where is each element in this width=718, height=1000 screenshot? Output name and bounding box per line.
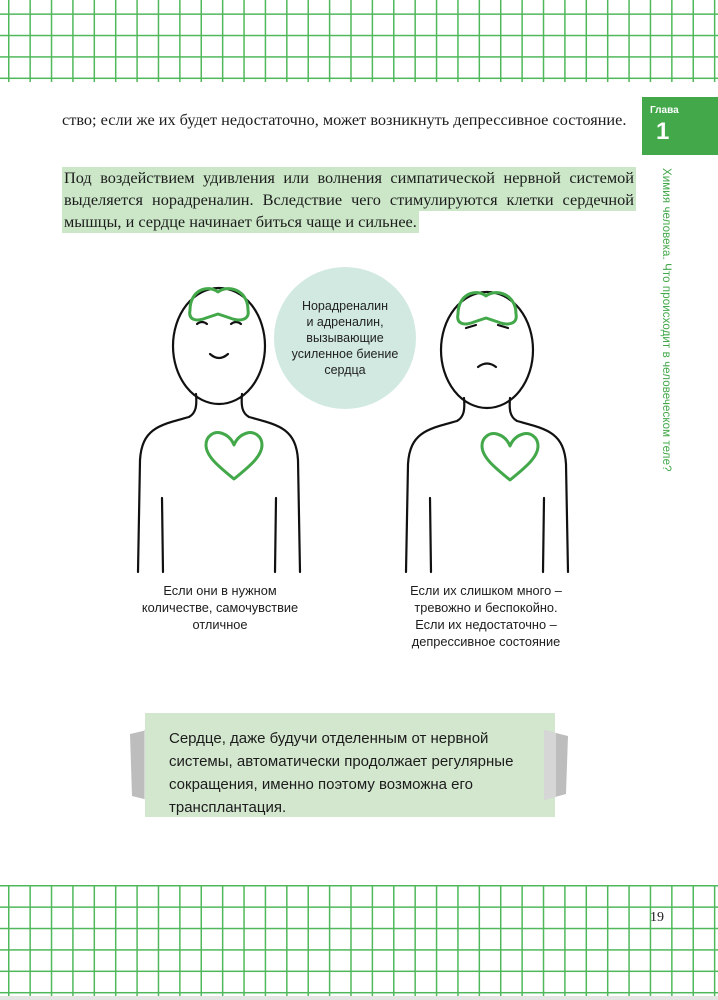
note-text: Сердце, даже будучи отделенным от нервной системы, автоматически продолжает регулярные сокращения, именно поэтому возможна его трансплантация.	[169, 730, 514, 816]
highlighted-text: Под воздействием удивления или волнения симпатической нервной системой выделяется норадреналин. Вследствие чего стимулируются клетки сердечной мышцы, и сердце начинает биться чаще и сильнее.	[64, 168, 634, 231]
figure-sad	[406, 292, 568, 572]
note-box	[145, 713, 555, 817]
side-title-text: Химия человека. Что происходит в человеческом теле?	[660, 168, 672, 472]
page-number: 19	[650, 910, 664, 925]
page-bottom-edge	[0, 996, 718, 1000]
paragraph-highlighted	[62, 167, 636, 233]
heart-icon-right	[482, 434, 538, 480]
caption-right: Если их слишком много – тревожно и беспокойно. Если их недостаточно – депрессивное состояние	[410, 583, 562, 649]
brain-icon-left	[190, 289, 249, 320]
chapter-number: 1	[656, 118, 670, 145]
ribbon-right-decoration	[544, 730, 570, 800]
chapter-label: Глава	[650, 105, 679, 116]
bubble-text: Норадреналин и адреналин, вызывающие усиленное биение сердца	[291, 299, 399, 377]
hormone-bubble	[274, 267, 416, 409]
chapter-tab	[642, 97, 718, 155]
side-running-title	[640, 168, 702, 472]
paragraph-continuation: ство; если же их будет недостаточно, может возникнуть депрессивное состояние.	[62, 110, 627, 129]
heart-icon-left	[206, 433, 262, 479]
top-grid-decoration	[0, 0, 718, 90]
brain-icon-right	[458, 293, 517, 324]
caption-left: Если они в нужном количестве, самочувствие отличное	[141, 583, 299, 632]
bottom-grid-decoration	[0, 885, 718, 1000]
